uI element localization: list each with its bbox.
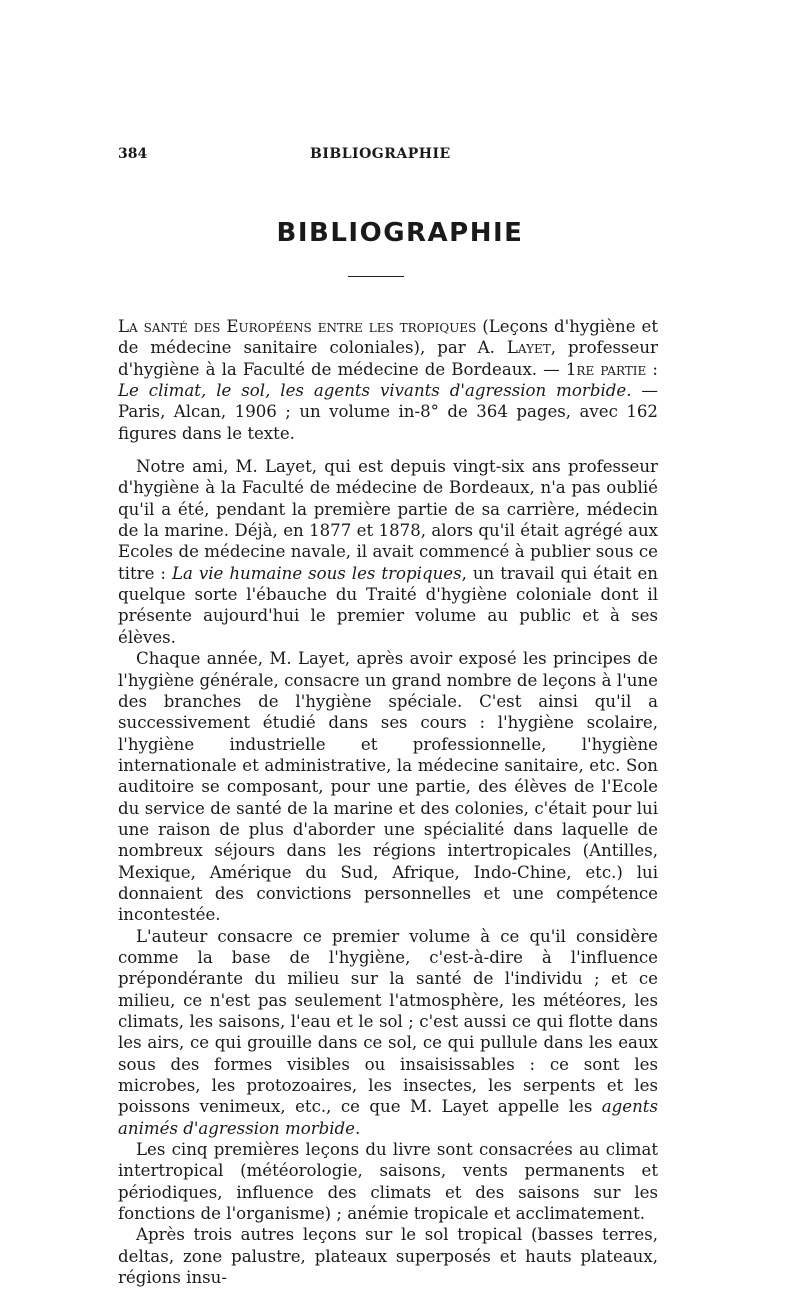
part-title: Le climat, le sol, les agents vivants d'agression morbide. bbox=[118, 381, 632, 401]
paragraph-1-text-b: , un travail qui était en quelque sorte l'ébauche du Traité d'hygiène coloniale dont il présente aujourd'hui le premier volume au public et à ses élèves. bbox=[118, 563, 658, 647]
author-role: , professeur d'hygiène à la Faculté de médecine de Bordeaux. — bbox=[118, 338, 658, 379]
publication-info: — Paris, Alcan, 1906 ; un volume in-8° de 364 pages, avec 162 figures dans le texte. bbox=[118, 381, 658, 443]
part-separator: : bbox=[646, 359, 658, 379]
paragraph-3-text: L'auteur consacre ce premier volume à ce qu'il considère comme la base de l'hygiène, c'est-à-dire à l'influence prépondérante du milieu sur la santé de l'individu ; et ce milieu, ce n'est pas seulement l'atmosphère, les météores, les climats, les saisons, l'eau et le sol ; c'est aussi ce qui flotte dans les airs, ce qui grouille dans ce sol, ce qui pullule dans les eaux sous des formes visibles ou insaisissables : ce sont les microbes, les protozoaires, les insectes, les serpents et les poissons venimeux, etc., ce que M. Layet appelle les bbox=[118, 926, 658, 1117]
book-title: La santé des Européens entre les tropiques bbox=[118, 317, 477, 336]
paragraph-1-italic: La vie humaine sous les tropiques bbox=[171, 563, 462, 583]
paragraph-1-text-a: Notre ami, M. Layet, qui est depuis vingt-six ans professeur d'hygiène à la Faculté de médecine de Bordeaux, n'a pas oublié qu'il a été, pendant la première partie de sa carrière, médecin de la marine. Déjà, en 1877 et 1878, alors qu'il était agrégé aux Ecoles de médecine navale, il avait commencé à publier sous ce titre : bbox=[118, 457, 658, 583]
body-text bbox=[118, 316, 658, 1288]
paragraph-1 bbox=[118, 456, 658, 648]
paragraph-5: Après trois autres leçons sur le sol tropical (basses terres, deltas, zone palustre, plateaux superposés et hauts plateaux, régions insu- bbox=[118, 1225, 658, 1288]
part-label: 1re partie bbox=[565, 359, 647, 379]
paragraph-2: Chaque année, M. Layet, après avoir exposé les principes de l'hygiène générale, consacre un grand nombre de leçons à l'une des branches de l'hygiène spéciale. C'est ainsi qu'il a successivement étudié dans ses cours : l'hygiène scolaire, l'hygiène industrielle et professionnelle, l'hygiène internationale et administrative, la médecine sanitaire, etc. Son auditoire se composant, pour une partie, des élèves de l'Ecole du service de santé de la marine et des colonies, c'était pour lui une raison de plus d'aborder une spécialité dans laquelle de nombreux séjours dans les régions intertropicales (Antilles, Mexique, Amérique du Sud, Afrique, Indo-Chine, etc.) lui donnaient des convictions personnelles et une compétence incontestée. bbox=[118, 649, 658, 925]
running-head bbox=[118, 146, 658, 166]
book-subtitle: (Leçons d'hygiène et de médecine sanitaire coloniales), par bbox=[118, 317, 658, 358]
book-author: A. Layet bbox=[477, 338, 551, 358]
title-rule bbox=[348, 276, 404, 277]
paragraph-4: Les cinq premières leçons du livre sont consacrées au climat intertropical (météorologie, saisons, vents permanents et périodiques, influence des climats et des saisons sur les fonctions de l'organisme) ; anémie tropicale et acclimatement. bbox=[118, 1140, 658, 1224]
running-title: BIBLIOGRAPHIE bbox=[310, 146, 451, 162]
section-title: BIBLIOGRAPHIE bbox=[276, 218, 524, 248]
bibliographic-entry bbox=[118, 316, 658, 444]
page-number: 384 bbox=[118, 146, 148, 162]
paragraph-3 bbox=[118, 926, 658, 1139]
paragraph-3-italic: agents animés d'agression morbide. bbox=[118, 1097, 658, 1138]
